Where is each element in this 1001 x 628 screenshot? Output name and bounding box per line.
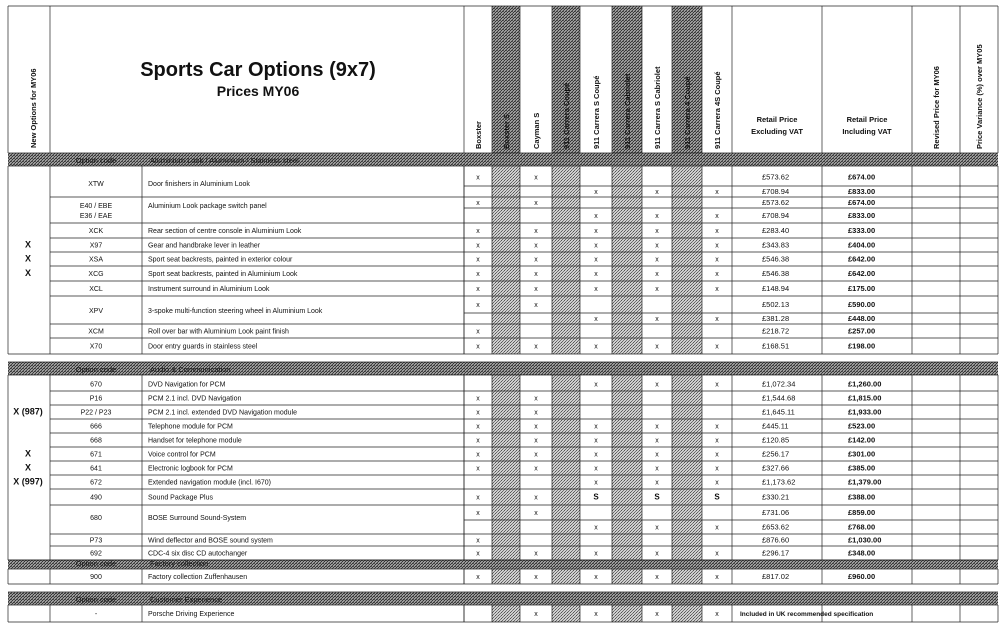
option-description: Instrument surround in Aluminium Look bbox=[148, 286, 270, 293]
new-option-flag: X bbox=[24, 268, 32, 278]
availability-mark: x bbox=[715, 574, 719, 581]
price-ex-vat: £1,645.11 bbox=[762, 407, 795, 417]
table-body bbox=[13, 156, 881, 618]
retail-inc-vat-header: Retail Price bbox=[846, 115, 888, 124]
new-option-flag: X bbox=[24, 462, 32, 473]
option-code: 692 bbox=[90, 550, 102, 558]
page-title: Sports Car Options (9x7) bbox=[140, 59, 376, 81]
availability-mark: x bbox=[655, 242, 659, 250]
price-ex-vat: £502.13 bbox=[762, 300, 790, 309]
availability-mark: x bbox=[594, 524, 598, 532]
price-inc-vat: £333.00 bbox=[848, 226, 876, 235]
price-ex-vat: £1,544.68 bbox=[762, 393, 796, 403]
availability-mark: x bbox=[715, 524, 719, 532]
availability-mark: x bbox=[534, 437, 538, 445]
availability-mark: x bbox=[476, 271, 480, 278]
option-code: XCK bbox=[88, 228, 104, 235]
option-code: XCG bbox=[88, 271, 104, 278]
availability-mark: x bbox=[534, 343, 538, 351]
price-variance-header: Price Variance (%) over MY05 bbox=[975, 44, 984, 149]
availability-mark: x bbox=[655, 228, 659, 235]
price-ex-vat: £296.17 bbox=[762, 548, 790, 558]
section-code-label: Option code bbox=[75, 595, 117, 604]
availability-mark: x bbox=[476, 510, 480, 517]
availability-mark: x bbox=[594, 213, 598, 220]
price-ex-vat: £256.17 bbox=[762, 449, 790, 459]
availability-mark: x bbox=[594, 611, 598, 618]
price-inc-vat: £1,030.00 bbox=[848, 535, 882, 545]
availability-mark: x bbox=[715, 343, 719, 351]
availability-mark: x bbox=[715, 437, 719, 445]
price-ex-vat: £327.66 bbox=[762, 463, 790, 473]
availability-mark: x bbox=[476, 228, 480, 235]
availability-mark: x bbox=[534, 302, 538, 309]
availability-mark: x bbox=[655, 611, 659, 618]
option-code: 672 bbox=[90, 479, 102, 487]
availability-mark: x bbox=[715, 479, 719, 487]
price-inc-vat: £175.00 bbox=[848, 284, 876, 293]
availability-mark: x bbox=[594, 271, 598, 278]
price-inc-vat: £960.00 bbox=[848, 572, 876, 581]
new-option-flag: X bbox=[24, 239, 32, 250]
retail-ex-vat-header: Retail Price bbox=[756, 115, 798, 124]
price-ex-vat: £817.02 bbox=[762, 572, 790, 581]
price-ex-vat: £218.72 bbox=[762, 326, 790, 336]
availability-mark: x bbox=[594, 574, 598, 581]
availability-mark: x bbox=[655, 316, 659, 323]
availability-mark: x bbox=[534, 409, 538, 417]
availability-mark: x bbox=[476, 423, 480, 431]
price-inc-vat: £859.00 bbox=[848, 508, 876, 517]
availability-mark: x bbox=[715, 256, 719, 264]
price-inc-vat: £301.00 bbox=[848, 449, 876, 459]
availability-mark: x bbox=[476, 174, 480, 182]
availability-mark: x bbox=[655, 189, 659, 196]
section-code-label: Option code bbox=[75, 365, 117, 374]
option-description: BOSE Surround Sound-System bbox=[148, 515, 247, 522]
price-ex-vat: £1,072.34 bbox=[762, 379, 796, 389]
option-description: Sport seat backrests, painted in Aluminium Look bbox=[148, 271, 298, 278]
availability-mark: x bbox=[594, 242, 598, 250]
availability-mark: x bbox=[655, 437, 659, 445]
price-ex-vat: £381.28 bbox=[762, 314, 790, 323]
price-ex-vat: £573.62 bbox=[762, 198, 790, 207]
model-header: Cayman S bbox=[532, 112, 541, 149]
availability-mark: x bbox=[655, 286, 659, 293]
availability-mark: x bbox=[476, 343, 480, 351]
option-description: Wind deflector and BOSE sound system bbox=[148, 537, 273, 545]
price-inc-vat: £768.00 bbox=[848, 522, 876, 532]
availability-mark: x bbox=[594, 228, 598, 235]
availability-mark: x bbox=[534, 574, 538, 581]
price-inc-vat: £1,379.00 bbox=[848, 477, 882, 487]
new-option-flag: X (987) bbox=[13, 406, 43, 417]
option-description: Factory collection Zuffenhausen bbox=[148, 574, 248, 581]
price-inc-vat: £448.00 bbox=[848, 314, 876, 323]
option-code: 666 bbox=[90, 423, 102, 431]
availability-mark: x bbox=[655, 465, 659, 473]
model-header: Boxster S bbox=[502, 113, 511, 149]
availability-mark: x bbox=[534, 395, 538, 403]
availability-mark: x bbox=[655, 524, 659, 532]
availability-mark: x bbox=[594, 465, 598, 473]
model-header: 911 Carrera S Coupé bbox=[592, 75, 601, 149]
price-ex-vat: £731.06 bbox=[762, 508, 790, 517]
availability-mark: x bbox=[715, 271, 719, 278]
new-options-header: New Options for MY06 bbox=[29, 68, 38, 148]
price-inc-vat: £404.00 bbox=[848, 240, 876, 250]
availability-mark: x bbox=[655, 381, 659, 389]
price-inc-vat: £642.00 bbox=[848, 269, 876, 278]
option-code: 900 bbox=[90, 574, 102, 581]
option-code: E40 / EBE bbox=[79, 203, 113, 210]
option-description: PCM 2.1 incl. DVD Navigation bbox=[148, 395, 242, 403]
option-code: X97 bbox=[89, 242, 103, 250]
availability-mark: x bbox=[476, 200, 480, 207]
option-description: Door entry guards in stainless steel bbox=[148, 343, 258, 351]
option-code: E36 / EAE bbox=[79, 213, 113, 220]
price-inc-vat: £674.00 bbox=[848, 198, 876, 207]
availability-mark: x bbox=[476, 286, 480, 293]
availability-mark: x bbox=[534, 423, 538, 431]
availability-mark: x bbox=[534, 200, 538, 207]
model-header: 911 Carrera Coupé bbox=[562, 82, 571, 149]
availability-mark: x bbox=[594, 286, 598, 293]
section-title: Audio & Communication bbox=[150, 365, 231, 374]
availability-mark: x bbox=[476, 465, 480, 473]
price-inc-vat: £1,260.00 bbox=[848, 379, 882, 389]
option-description: Electronic logbook for PCM bbox=[148, 465, 233, 473]
price-ex-vat: £708.94 bbox=[762, 187, 790, 196]
availability-mark: x bbox=[476, 550, 480, 558]
price-ex-vat: £120.85 bbox=[762, 435, 790, 445]
availability-mark: x bbox=[715, 423, 719, 431]
availability-mark: x bbox=[476, 437, 480, 445]
revised-price-header: Revised Price for MY06 bbox=[932, 66, 941, 149]
availability-mark: x bbox=[594, 316, 598, 323]
price-inc-vat: £523.00 bbox=[848, 421, 876, 431]
option-code: XPV bbox=[88, 308, 104, 315]
availability-mark: x bbox=[594, 343, 598, 351]
availability-mark: x bbox=[594, 451, 598, 459]
option-description: CDC-4 six disc CD autochanger bbox=[148, 550, 248, 558]
option-code: 670 bbox=[90, 381, 102, 389]
availability-mark: x bbox=[534, 271, 538, 278]
page-subtitle: Prices MY06 bbox=[216, 83, 300, 99]
availability-mark: x bbox=[594, 550, 598, 558]
option-code: P73 bbox=[89, 537, 103, 545]
section-code-label: Option code bbox=[75, 559, 117, 568]
option-description: Sport seat backrests, painted in exterior colour bbox=[148, 256, 293, 264]
price-inc-vat: £642.00 bbox=[848, 254, 876, 264]
availability-mark: x bbox=[715, 286, 719, 293]
model-header: 911 Carrera Cabriolet bbox=[623, 73, 632, 149]
availability-mark: S bbox=[714, 492, 720, 502]
option-description: 3-spoke multi-function steering wheel in Aluminium Look bbox=[148, 308, 323, 315]
price-note: Included in UK recommended specification bbox=[740, 611, 874, 618]
availability-mark: x bbox=[715, 550, 719, 558]
availability-mark: x bbox=[594, 189, 598, 196]
availability-mark: x bbox=[534, 550, 538, 558]
availability-mark: x bbox=[594, 256, 598, 264]
availability-mark: x bbox=[534, 174, 538, 182]
availability-mark: x bbox=[715, 213, 719, 220]
availability-mark: x bbox=[476, 242, 480, 250]
option-description: PCM 2.1 incl. extended DVD Navigation module bbox=[148, 409, 298, 417]
availability-mark: x bbox=[534, 465, 538, 473]
price-ex-vat: £343.83 bbox=[762, 240, 790, 250]
availability-mark: x bbox=[715, 316, 719, 323]
price-ex-vat: £876.60 bbox=[762, 535, 790, 545]
option-description: Rear section of centre console in Aluminium Look bbox=[148, 228, 302, 235]
option-code: XTW bbox=[88, 181, 104, 188]
availability-mark: S bbox=[593, 492, 599, 502]
availability-mark: x bbox=[534, 611, 538, 618]
option-code: XCM bbox=[88, 328, 104, 336]
model-header: Boxster bbox=[474, 121, 483, 149]
price-ex-vat: £653.62 bbox=[762, 522, 790, 532]
price-ex-vat: £573.62 bbox=[762, 172, 790, 182]
option-code: 490 bbox=[90, 494, 102, 502]
price-inc-vat: £833.00 bbox=[848, 187, 876, 196]
availability-mark: x bbox=[476, 574, 480, 581]
price-inc-vat: £590.00 bbox=[848, 300, 876, 309]
price-inc-vat: £674.00 bbox=[848, 172, 876, 182]
availability-mark: x bbox=[534, 256, 538, 264]
availability-mark: x bbox=[655, 451, 659, 459]
price-ex-vat: £445.11 bbox=[762, 421, 789, 431]
model-header: 911 Carrera 4 Coupé bbox=[683, 76, 692, 149]
option-code: XCL bbox=[89, 286, 103, 293]
option-code: - bbox=[94, 611, 98, 618]
option-description: Voice control for PCM bbox=[148, 451, 216, 459]
availability-mark: x bbox=[655, 271, 659, 278]
option-description: Extended navigation module (incl. I670) bbox=[148, 479, 271, 487]
section-code-label: Option code bbox=[75, 156, 117, 165]
availability-mark: x bbox=[594, 437, 598, 445]
retail-ex-vat-header: Excluding VAT bbox=[751, 127, 803, 136]
option-code: XSA bbox=[88, 256, 104, 264]
availability-mark: x bbox=[655, 550, 659, 558]
price-ex-vat: £148.94 bbox=[762, 284, 790, 293]
section-title: Aluminium Look / Aluminium / Stainless steel bbox=[150, 156, 299, 165]
availability-mark: x bbox=[655, 343, 659, 351]
availability-mark: x bbox=[715, 465, 719, 473]
option-code: 671 bbox=[90, 451, 102, 459]
price-inc-vat: £1,933.00 bbox=[848, 407, 882, 417]
model-header: 911 Carrera 4S Coupé bbox=[713, 71, 722, 149]
availability-mark: x bbox=[594, 479, 598, 487]
availability-mark: x bbox=[534, 451, 538, 459]
price-inc-vat: £257.00 bbox=[848, 326, 876, 336]
new-option-flag: X bbox=[24, 253, 32, 264]
availability-mark: x bbox=[476, 537, 480, 545]
new-option-flag: X (997) bbox=[13, 476, 43, 487]
option-description: Handset for telephone module bbox=[148, 437, 242, 445]
price-ex-vat: £708.94 bbox=[762, 211, 790, 220]
availability-mark: x bbox=[594, 381, 598, 389]
availability-mark: x bbox=[476, 451, 480, 459]
availability-mark: x bbox=[534, 494, 538, 502]
option-description: Aluminium Look package switch panel bbox=[148, 203, 267, 210]
availability-mark: x bbox=[715, 451, 719, 459]
availability-mark: x bbox=[655, 423, 659, 431]
option-code: P16 bbox=[89, 395, 103, 403]
availability-mark: x bbox=[534, 510, 538, 517]
availability-mark: x bbox=[476, 494, 480, 502]
availability-mark: x bbox=[655, 213, 659, 220]
availability-mark: x bbox=[594, 423, 598, 431]
availability-mark: S bbox=[654, 492, 660, 502]
new-option-flag: X bbox=[24, 448, 32, 459]
price-ex-vat: £546.38 bbox=[762, 269, 790, 278]
availability-mark: x bbox=[534, 242, 538, 250]
availability-mark: x bbox=[715, 242, 719, 250]
option-code: P22 / P23 bbox=[80, 409, 112, 417]
price-inc-vat: £388.00 bbox=[848, 492, 876, 502]
option-code: 680 bbox=[90, 515, 102, 522]
availability-mark: x bbox=[534, 286, 538, 293]
availability-mark: x bbox=[715, 228, 719, 235]
price-ex-vat: £546.38 bbox=[762, 254, 790, 264]
option-description: Gear and handbrake lever in leather bbox=[148, 242, 261, 250]
availability-mark: x bbox=[715, 189, 719, 196]
availability-mark: x bbox=[476, 409, 480, 417]
availability-mark: x bbox=[476, 328, 480, 336]
section-title: Customer Experience bbox=[150, 595, 223, 604]
option-description: Porsche Driving Experience bbox=[148, 611, 235, 618]
option-description: Telephone module for PCM bbox=[148, 423, 233, 431]
availability-mark: x bbox=[476, 256, 480, 264]
price-inc-vat: £385.00 bbox=[848, 463, 876, 473]
option-description: Roll over bar with Aluminium Look paint finish bbox=[148, 328, 289, 336]
availability-mark: x bbox=[655, 574, 659, 581]
price-ex-vat: £330.21 bbox=[762, 492, 790, 502]
availability-mark: x bbox=[655, 479, 659, 487]
availability-mark: x bbox=[715, 611, 719, 618]
price-inc-vat: £833.00 bbox=[848, 211, 876, 220]
option-code: 668 bbox=[90, 437, 102, 445]
option-description: Sound Package Plus bbox=[148, 494, 213, 502]
model-header: 911 Carrera S Cabriolet bbox=[653, 66, 662, 149]
availability-mark: x bbox=[715, 381, 719, 389]
availability-mark: x bbox=[476, 302, 480, 309]
availability-mark: x bbox=[476, 395, 480, 403]
price-inc-vat: £348.00 bbox=[848, 548, 876, 558]
availability-mark: x bbox=[655, 256, 659, 264]
option-description: DVD Navigation for PCM bbox=[148, 381, 226, 389]
section-title: Factory collection bbox=[150, 559, 209, 568]
price-ex-vat: £283.40 bbox=[762, 226, 790, 235]
option-code: X70 bbox=[89, 343, 103, 351]
availability-mark: x bbox=[534, 228, 538, 235]
price-inc-vat: £198.00 bbox=[848, 341, 876, 351]
price-ex-vat: £1,173.62 bbox=[762, 477, 796, 487]
option-description: Door finishers in Aluminium Look bbox=[148, 181, 250, 188]
price-ex-vat: £168.51 bbox=[762, 341, 790, 351]
retail-inc-vat-header: Including VAT bbox=[842, 127, 892, 136]
price-inc-vat: £142.00 bbox=[848, 435, 876, 445]
option-code: 641 bbox=[90, 465, 102, 473]
price-inc-vat: £1,815.00 bbox=[848, 393, 882, 403]
